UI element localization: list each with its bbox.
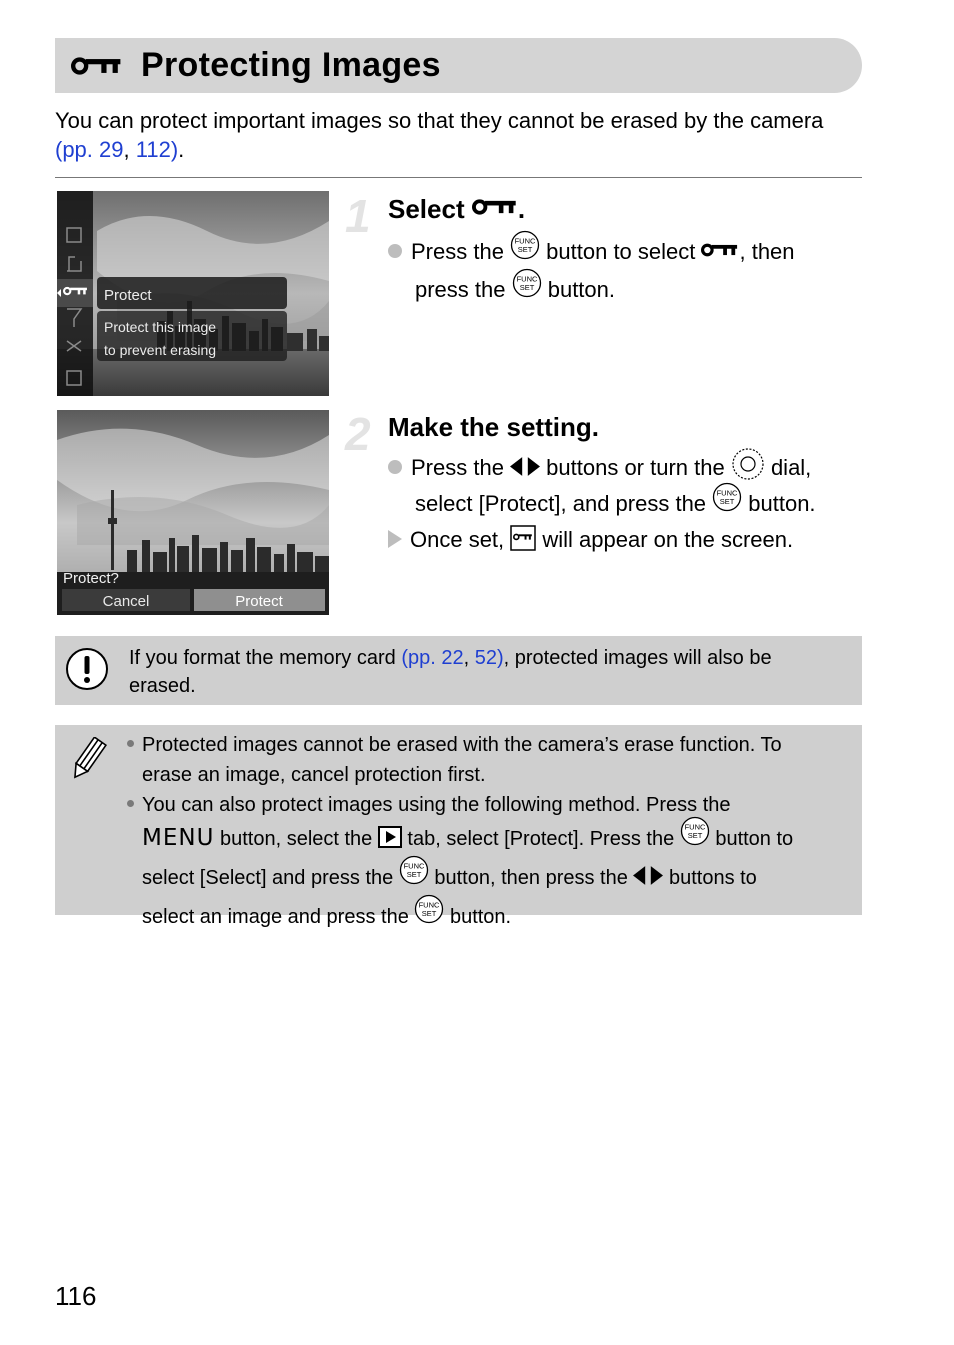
svg-text:FUNC: FUNC (418, 900, 440, 910)
bullet-icon (388, 244, 402, 258)
svg-text:SET: SET (406, 870, 422, 879)
step1-camera-screen (57, 191, 329, 396)
note-list: Protected images cannot be erased with the camera’s erase function. To erase an image, cancel protection first. You can also protect images using the following method. Press the MENU button, select the tab, select [Protect]. Press the FUNC SET button to select [Select] and press the FUNC SET button, then press the buttons to select an image and press the FUNC SET button. (127, 730, 857, 937)
control-dial-icon (731, 447, 765, 481)
func-set-button-icon (510, 230, 540, 268)
protected-indicator-icon (510, 525, 536, 551)
caution-icon (65, 647, 109, 691)
caution-box (55, 636, 862, 705)
step2-camera-screen (57, 410, 329, 615)
svg-text:SET: SET (519, 283, 534, 292)
title-bar (55, 38, 862, 93)
svg-text:FUNC: FUNC (516, 274, 538, 284)
protect-key-icon (472, 197, 518, 217)
page-number: 116 (55, 1281, 97, 1311)
func-set-button-icon (680, 816, 710, 855)
page-title: Protecting Images (141, 46, 441, 84)
page-link-22[interactable]: (pp. 22 (401, 647, 464, 669)
step2-title: Make the setting. (388, 412, 599, 442)
result-arrow-icon (388, 530, 402, 548)
playback-tab-icon (378, 826, 402, 848)
page-link-52[interactable]: 52) (474, 647, 504, 669)
func-set-button-icon (712, 482, 742, 520)
screen-desc-line2: to prevent erasing (104, 342, 217, 358)
note-item: Protected images cannot be erased with the camera’s erase function. To (127, 730, 857, 760)
page-ref[interactable]: (pp. 29 (55, 137, 124, 162)
intro-paragraph: You can protect important images so that they cannot be erased by the camera (pp. 29, 112). (55, 108, 824, 162)
svg-text:FUNC: FUNC (716, 488, 738, 498)
svg-text:SET: SET (517, 245, 533, 254)
screen-protect-option: Protect (235, 593, 283, 610)
screen-prompt: Protect? (63, 570, 119, 587)
step1-title: Select . (388, 194, 526, 224)
note-item: You can also protect images using the following method. Press the (127, 790, 857, 820)
step2-number: 2 (345, 408, 371, 460)
divider (55, 177, 862, 178)
page-link-29[interactable]: 29 (99, 137, 124, 162)
svg-text:FUNC: FUNC (403, 861, 425, 871)
step1-instruction: Press the FUNC SET button to select , then press the FUNC SET button. (388, 234, 858, 310)
svg-text:SET: SET (719, 497, 735, 507)
protect-key-icon (701, 242, 739, 258)
page-link-112[interactable]: 112) (135, 137, 179, 162)
screen-menu-label: Protect (104, 287, 152, 304)
func-set-button-icon (414, 894, 444, 933)
func-set-button-icon (399, 855, 429, 894)
menu-button-icon: MENU (142, 824, 215, 851)
left-right-arrows-icon (633, 866, 663, 885)
svg-text:FUNC: FUNC (514, 236, 536, 246)
step2-instruction: Press the buttons or turn the dial, select [Protect], and press the FUNC SET button. Once set, will appear on the screen. (388, 452, 868, 555)
protect-key-icon (71, 55, 123, 77)
note-box (55, 725, 862, 928)
screen-desc-line1: Protect this image (104, 319, 217, 335)
screen-cancel-option: Cancel (102, 593, 150, 610)
func-set-button-icon (512, 268, 542, 306)
svg-text:SET: SET (422, 909, 437, 918)
left-right-arrows-icon (510, 457, 540, 476)
bullet-icon (388, 460, 402, 474)
svg-text:FUNC: FUNC (684, 822, 706, 832)
caution-text: If you format the memory card (pp. 22, 52), protected images will also be erased. (129, 647, 772, 697)
pencil-note-icon (67, 737, 107, 783)
step1-number: 1 (345, 190, 371, 242)
svg-text:SET: SET (687, 831, 703, 840)
